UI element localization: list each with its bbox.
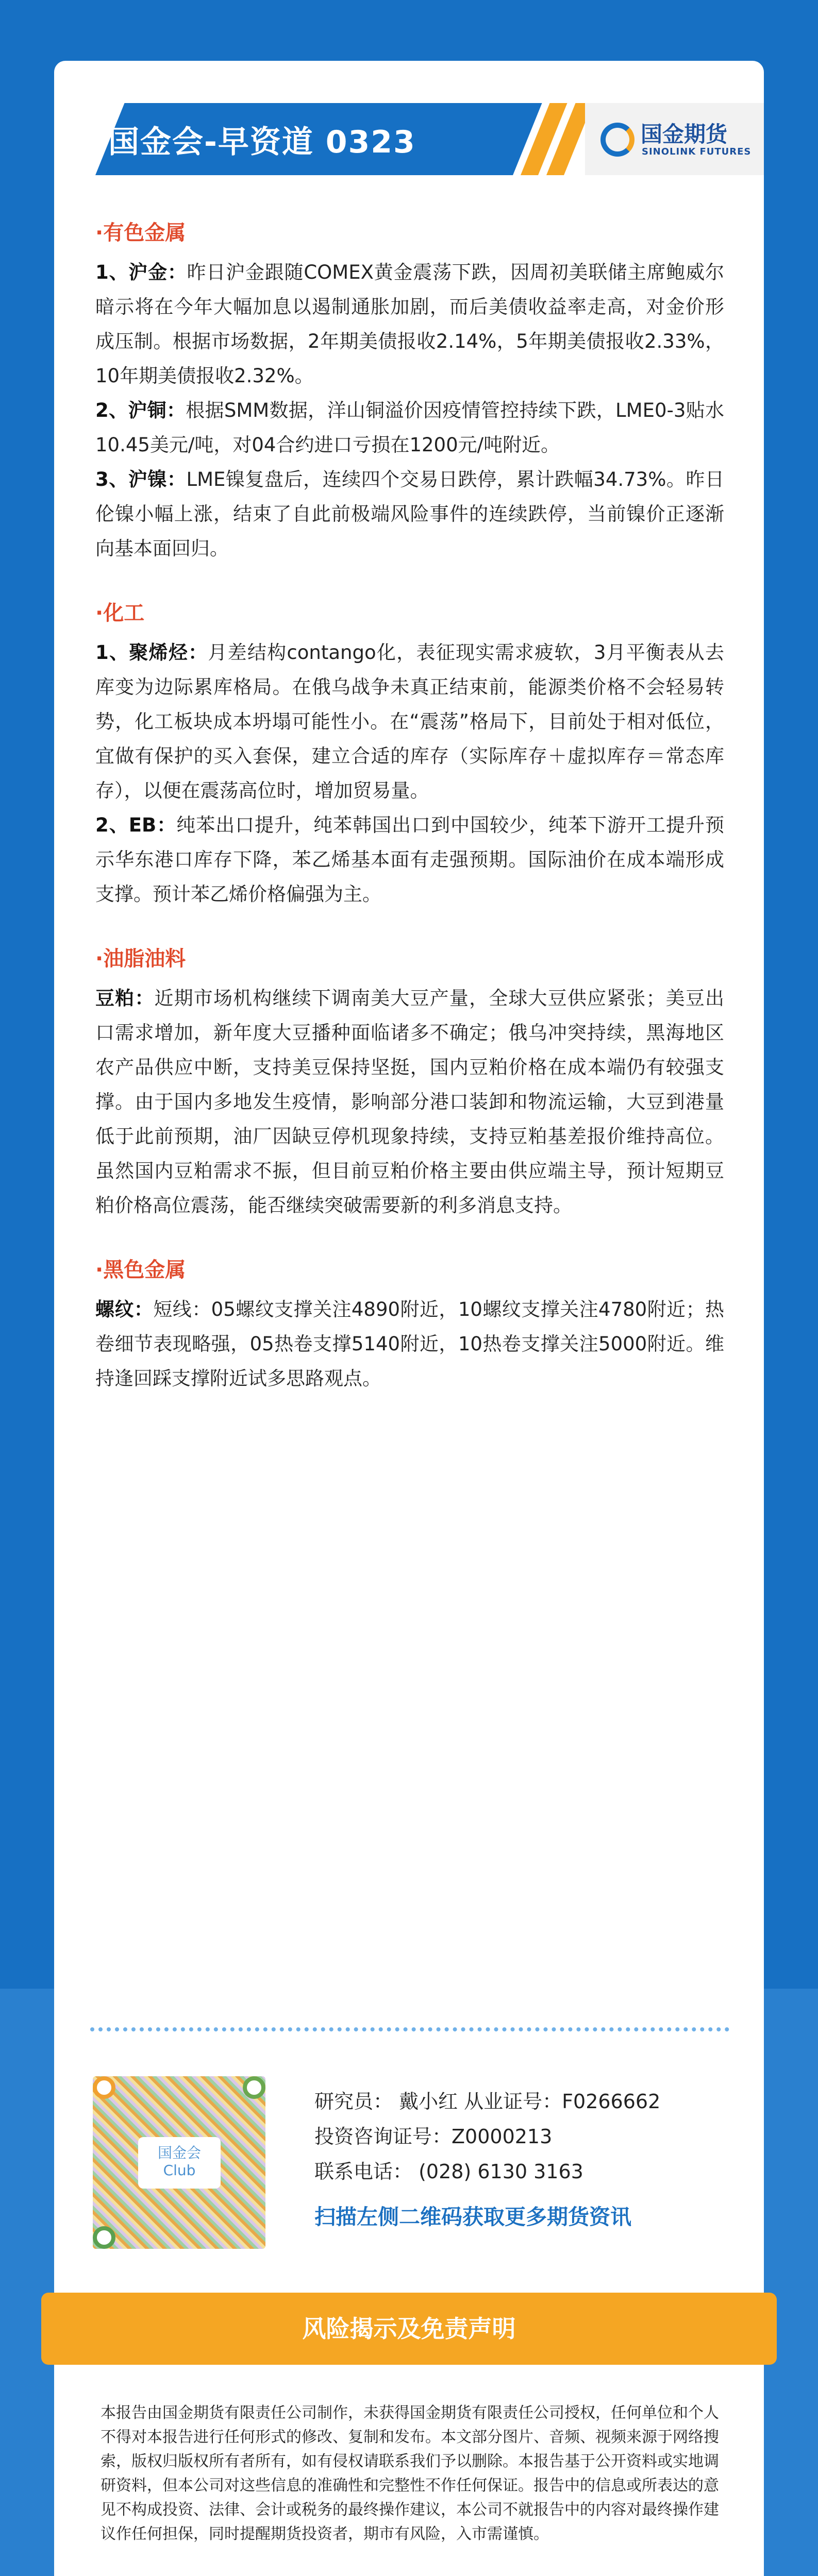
consult-line: 投资咨询证号：Z0000213 [314, 2125, 553, 2148]
report-item [95, 255, 724, 393]
item-text: 近期市场机构继续下调南美大豆产量，全球大豆供应紧张；美豆出口需求增加，新年度大豆播种面临诸多不确定；俄乌冲突持续，黑海地区农产品供应中断，支持美豆保持坚挺，国内豆粕价格在成本端仍有较强支撑。由于国内多地发生疫情，影响部分港口装卸和物流运输，大豆到港量低于此前预期，油厂因缺豆停机现象持续，支持豆粕基差报价维持高位。虽然国内豆粕需求不振，但目前豆粕价格主要由供应端主导，预计短期豆粕价格高位震荡，能否继续突破需要新的利多消息支持。 [95, 987, 724, 1216]
section-ferrous [95, 1253, 724, 1396]
logo-en-text: SINOLINK FUTURES [642, 146, 752, 157]
risk-disclosure-banner: 风险揭示及免责声明 [41, 2293, 777, 2365]
item-label: 螺纹： [95, 1298, 154, 1320]
researcher-line: 研究员： 戴小红 从业证号：F0266662 [314, 2090, 661, 2113]
report-item [95, 462, 724, 566]
section-title: ·化工 [95, 601, 145, 625]
header [54, 103, 764, 175]
report-content [95, 216, 724, 1427]
scan-prompt: 扫描左侧二维码获取更多期货资讯 [314, 2205, 631, 2229]
item-text: 短线：05螺纹支撑关注4890附近，10螺纹支撑关注4780附近；热卷细节表现略强，05热卷支撑5140附近，10热卷支撑关注5000附近。维持逢回踩支撑附近试多思路观点。 [95, 1298, 724, 1389]
report-item [95, 635, 724, 808]
item-label: 2、EB： [95, 814, 177, 836]
report-item [95, 1292, 724, 1396]
item-text: LME镍复盘后，连续四个交易日跌停，累计跌幅34.73%。昨日伦镍小幅上涨，结束了自此前极端风险事件的连续跌停，当前镍价正逐渐向基本面回归。 [95, 468, 724, 560]
item-text: 月差结构contango化，表征现实需求疲软，3月平衡表从去库变为边际累库格局。在俄乌战争未真正结束前，能源类价格不会轻易转势，化工板块成本坍塌可能性小。在“震荡”格局下，目前处于相对低位，宜做有保护的买入套保，建立合适的库存（实际库存＋虚拟库存＝常态库存），以便在震荡高位时，增加贸易量。 [95, 641, 724, 802]
brand-logo [585, 103, 764, 175]
section-title: ·有色金属 [95, 221, 186, 245]
item-text: 根据SMM数据，洋山铜溢价因疫情管控持续下跌，LME0-3贴水10.45美元/吨，对04合约进口亏损在1200元/吨附近。 [95, 399, 724, 456]
section-oils-oilseeds [95, 942, 724, 1223]
section-title: ·黑色金属 [95, 1258, 186, 1282]
logo-icon [600, 123, 635, 157]
item-label: 2、沪铜： [95, 399, 186, 421]
dotted-divider [90, 2027, 729, 2031]
item-label: 3、沪镍： [95, 468, 187, 490]
qr-label-en: Club [163, 2162, 196, 2179]
item-text: 纯苯出口提升，纯苯韩国出口到中国较少，纯苯下游开工提升预示华东港口库存下降，苯乙烯基本面有走强预期。国际油价在成本端形成支撑。预计苯乙烯价格偏强为主。 [95, 814, 724, 905]
qr-corner-icon [243, 2076, 265, 2099]
item-label: 1、沪金： [95, 261, 187, 283]
contact-info [314, 2084, 660, 2189]
qr-center-label [138, 2137, 221, 2189]
page-title: 国金会-早资道 0323 [108, 124, 416, 160]
section-chemicals [95, 597, 724, 911]
item-label: 豆粕： [95, 987, 155, 1009]
logo-cn-text: 国金期货 [641, 122, 728, 147]
report-item [95, 808, 724, 911]
disclaimer-text: 本报告由国金期货有限责任公司制作，未获得国金期货有限责任公司授权，任何单位和个人不得对本报告进行任何形式的修改、复制和发布。本文部分图片、音频、视频来源于网络搜索，版权归版权所有者所有，如有侵权请联系我们予以删除。本报告基于公开资料或实地调研资料，但本公司对这些信息的准确性和完整性不作任何保证。报告中的信息或所表达的意见不构成投资、法律、会计或税务的最终操作建议，本公司不就报告中的内容对最终操作建议作任何担保，同时提醒期货投资者，期市有风险，入市需谨慎。 [101, 2404, 719, 2543]
report-item [95, 981, 724, 1223]
qr-label-cn: 国金会 [157, 2144, 201, 2161]
report-item [95, 393, 724, 462]
qr-code[interactable] [93, 2076, 265, 2249]
qr-corner-icon [93, 2226, 115, 2249]
phone-line: 联系电话： (028) 6130 3163 [314, 2160, 583, 2183]
section-nonferrous [95, 216, 724, 566]
item-text: 昨日沪金跟随COMEX黄金震荡下跌，因周初美联储主席鲍威尔暗示将在今年大幅加息以遏制通胀加剧，而后美债收益率走高，对金价形成压制。根据市场数据，2年期美债报收2.14%，5年期美债报收2.33%，10年期美债报收2.32%。 [95, 261, 724, 387]
item-label: 1、聚烯烃： [95, 641, 208, 664]
qr-corner-icon [93, 2076, 115, 2099]
section-title: ·油脂油料 [95, 947, 186, 971]
